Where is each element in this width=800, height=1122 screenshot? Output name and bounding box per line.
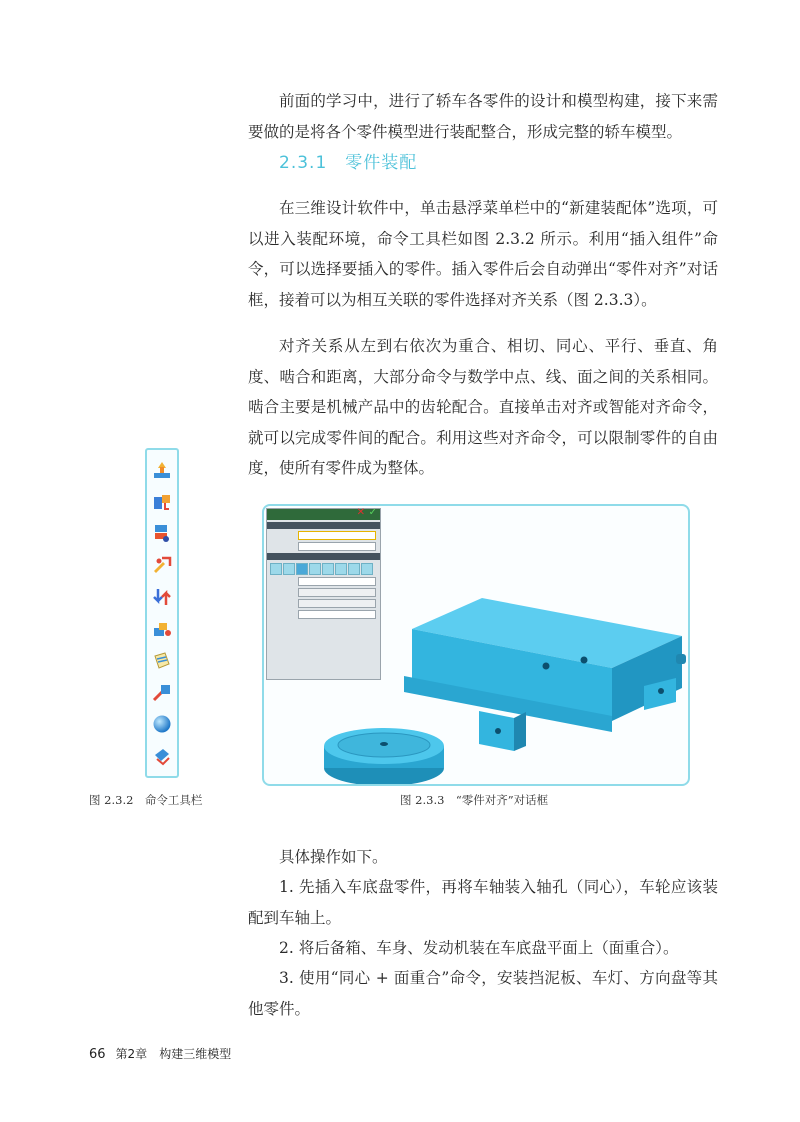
paragraph-alignment: 对齐关系从左到右依次为重合、相切、同心、平行、垂直、角度、啮合和距离，大部分命令与数学中点、线、面之间的关系相同。啮合主要是机械产品中的齿轮配合。直接单击对齐或智能对齐命令，就可以完成零件间的配合。利用这些对齐命令，可以限制零件的自由度，使所有零件成为整体。 bbox=[248, 337, 718, 477]
insert-component-icon[interactable] bbox=[151, 491, 173, 513]
intro-paragraph: 前面的学习中，进行了轿车各零件的设计和模型构建，接下来需要做的是将各个零件模型进行装配整合，形成完整的轿车模型。 bbox=[248, 92, 718, 141]
section-heading bbox=[279, 148, 417, 173]
page-footer bbox=[89, 1045, 231, 1062]
replace-part-icon[interactable] bbox=[151, 745, 173, 767]
dialog-titlebar bbox=[267, 509, 380, 520]
parallel-button[interactable] bbox=[309, 563, 321, 575]
direction-select[interactable] bbox=[298, 610, 376, 619]
smart-align-icon[interactable] bbox=[151, 554, 173, 576]
select-entity-2-field[interactable] bbox=[298, 542, 376, 551]
dialog-section-align bbox=[267, 553, 380, 560]
alignment-type-buttons bbox=[267, 563, 380, 575]
distance-button[interactable] bbox=[361, 563, 373, 575]
step-2: 2. 将后备箱、车身、发动机装在车底盘平面上（面重合）。 bbox=[279, 939, 679, 957]
gear-mate-button[interactable] bbox=[348, 563, 360, 575]
max-value-field[interactable] bbox=[298, 599, 376, 608]
section-number: 2.3.1 bbox=[279, 153, 328, 173]
offset-field[interactable] bbox=[298, 577, 376, 586]
perpendicular-button[interactable] bbox=[322, 563, 334, 575]
step-3: 3. 使用“同心 + 面重合”命令，安装挡泥板、车灯、方向盘等其他零件。 bbox=[248, 969, 718, 1018]
confirm-icon[interactable]: ✓ bbox=[368, 507, 377, 518]
caption-dialog: 图 2.3.3 “零件对齐”对话框 bbox=[400, 793, 549, 807]
dialog-section-required bbox=[267, 522, 380, 529]
part-align-figure bbox=[262, 504, 690, 786]
sphere-icon[interactable] bbox=[151, 713, 173, 735]
move-part-icon[interactable] bbox=[151, 586, 173, 608]
explode-view-icon[interactable] bbox=[151, 681, 173, 703]
step-1: 1. 先插入车底盘零件，再将车轴装入轴孔（同心），车轮应该装配到车轴上。 bbox=[248, 878, 718, 927]
rotate-part-icon[interactable] bbox=[151, 618, 173, 640]
select-entity-1-field[interactable] bbox=[298, 531, 376, 540]
part-align-dialog bbox=[266, 508, 381, 680]
angle-button[interactable] bbox=[335, 563, 347, 575]
caption-toolbar: 图 2.3.2 命令工具栏 bbox=[89, 793, 203, 807]
steps-lead: 具体操作如下。 bbox=[279, 848, 388, 866]
command-toolbar bbox=[145, 448, 179, 778]
align-part-icon[interactable] bbox=[151, 522, 173, 544]
chapter-title: 构建三维模型 bbox=[159, 1047, 232, 1061]
page-number: 66 bbox=[89, 1047, 106, 1062]
chapter-label: 第2章 bbox=[115, 1047, 148, 1061]
concentric-button[interactable] bbox=[296, 563, 308, 575]
close-icon[interactable]: ✕ bbox=[356, 507, 365, 518]
section-title: 零件装配 bbox=[345, 153, 418, 173]
new-assembly-icon[interactable] bbox=[151, 459, 173, 481]
coincident-button[interactable] bbox=[270, 563, 282, 575]
paragraph-assembly-intro: 在三维设计软件中，单击悬浮菜单栏中的“新建装配体”选项，可以进入装配环境，命令工具栏如图 2.3.2 所示。利用“插入组件”命令，可以选择要插入的零件。插入零件后会自动弹出“零件对齐”对话框，接着可以为相互关联的零件选择对齐关系（图 2.3.3）。 bbox=[248, 199, 718, 309]
tangent-button[interactable] bbox=[283, 563, 295, 575]
mate-gear-icon[interactable] bbox=[151, 650, 173, 672]
min-value-field[interactable] bbox=[298, 588, 376, 597]
